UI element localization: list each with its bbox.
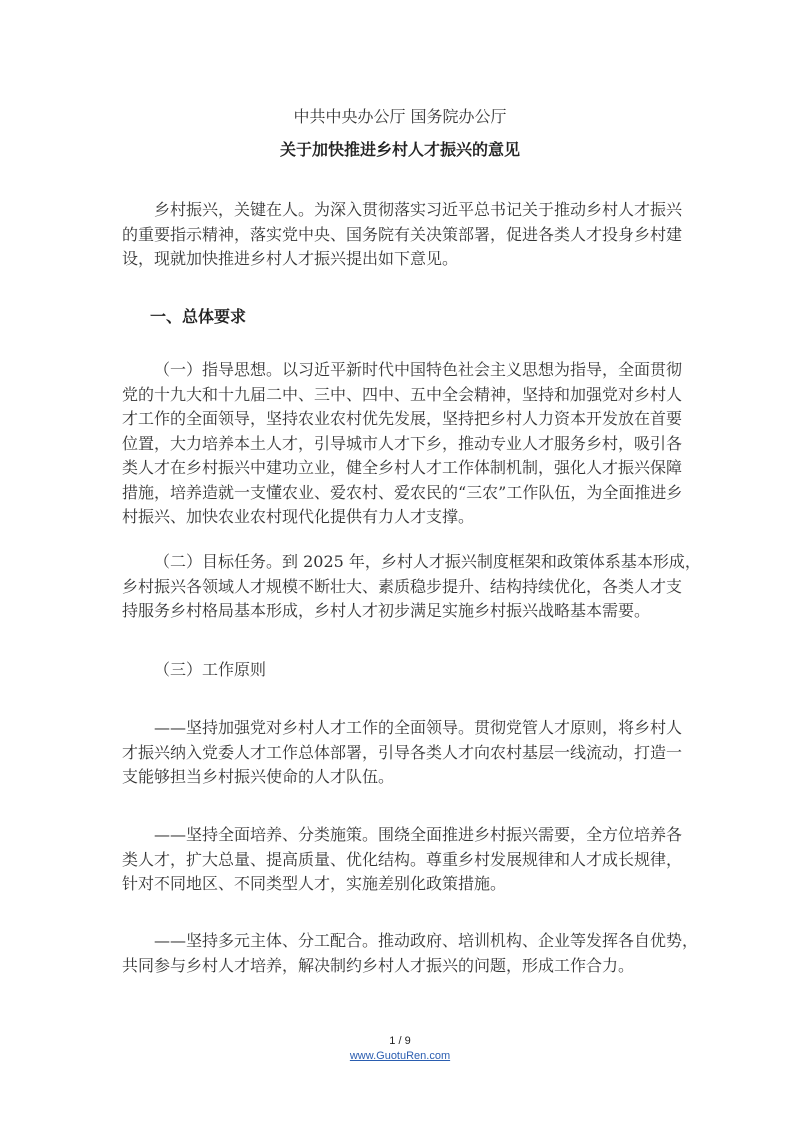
text-line: 类人才，扩大总量、提高质量、优化结构。尊重乡村发展规律和人才成长规律， xyxy=(122,849,683,869)
text-line: 措施，培养造就一支懂农业、爱农村、爱农民的“三农”工作队伍，为全面推进乡 xyxy=(122,482,683,502)
text-line: 的重要指示精神，落实党中央、国务院有关决策部署，促进各类人才投身乡村建 xyxy=(122,224,683,244)
text-line: 才工作的全面领导，坚持农业农村优先发展，坚持把乡村人力资本开发放在首要 xyxy=(122,409,683,428)
text-line: 设，现就加快推进乡村人才振兴提出如下意见。 xyxy=(122,249,459,268)
text-line: （三）工作原则 xyxy=(154,660,267,679)
text-line: 位置，大力培养本土人才，引导城市人才下乡，推动专业人才服务乡村，吸引各 xyxy=(122,433,683,453)
footer-link-wrap xyxy=(0,1050,800,1062)
text-line: ——坚持加强党对乡村人才工作的全面领导。贯彻党管人才原则，将乡村人 xyxy=(154,718,683,737)
text-line: 乡村振兴各领域人才规模不断壮大、素质稳步提升、结构持续优化，各类人才支 xyxy=(122,576,683,596)
text-line: 类人才在乡村振兴中建功立业，健全乡村人才工作体制机制，强化人才振兴保障 xyxy=(122,458,683,477)
paragraph-principle-2 xyxy=(122,823,681,897)
text-line: ——坚持全面培养、分类施策。围绕全面推进乡村振兴需要，全方位培养各 xyxy=(154,825,683,844)
text-line: 乡村振兴，关键在人。为深入贯彻落实习近平总书记关于推动乡村人才振兴 xyxy=(154,200,683,219)
text-line: 共同参与乡村人才培养，解决制约乡村人才振兴的问题，形成工作合力。 xyxy=(122,955,635,975)
paragraph-principles-heading xyxy=(122,658,681,683)
text-line: 党的十九大和十九届二中、三中、四中、五中全会精神，坚持和加强党对乡村人 xyxy=(122,384,683,404)
paragraph-goals xyxy=(122,550,701,624)
document-title: 关于加快推进乡村人才振兴的意见 xyxy=(279,140,520,159)
text-line: 支能够担当乡村振兴使命的人才队伍。 xyxy=(122,767,395,786)
text-line: 针对不同地区、不同类型人才，实施差别化政策措施。 xyxy=(122,874,507,893)
paragraph-principle-3 xyxy=(122,929,699,978)
text-line: （二）目标任务。到 2025 年，乡村人才振兴制度框架和政策体系基本形成， xyxy=(154,552,701,571)
text-line: （一）指导思想。以习近平新时代中国特色社会主义思想为指导，全面贯彻 xyxy=(154,360,683,379)
text-line: ——坚持多元主体、分工配合。推动政府、培训机构、企业等发挥各自优势， xyxy=(154,931,699,950)
text-line: 才振兴纳入党委人才工作总体部署，引导各类人才向农村基层一线流动，打造一 xyxy=(122,742,683,762)
paragraph-guiding-thought xyxy=(122,358,681,530)
text-line: 村振兴、加快农业农村现代化提供有力人才支撑。 xyxy=(122,507,475,526)
page-number: 1 / 9 xyxy=(389,1035,411,1047)
paragraph-principle-1 xyxy=(122,716,681,790)
issuer-line: 中共中央办公厅 国务院办公厅 xyxy=(293,107,507,126)
section-heading: 一、总体要求 xyxy=(150,307,247,326)
text-line: 持服务乡村格局基本形成，乡村人才初步满足实施乡村振兴战略基本需要。 xyxy=(122,601,651,620)
footer-link[interactable]: www.GuotuRen.com xyxy=(349,1050,451,1062)
paragraph-intro xyxy=(122,198,681,272)
